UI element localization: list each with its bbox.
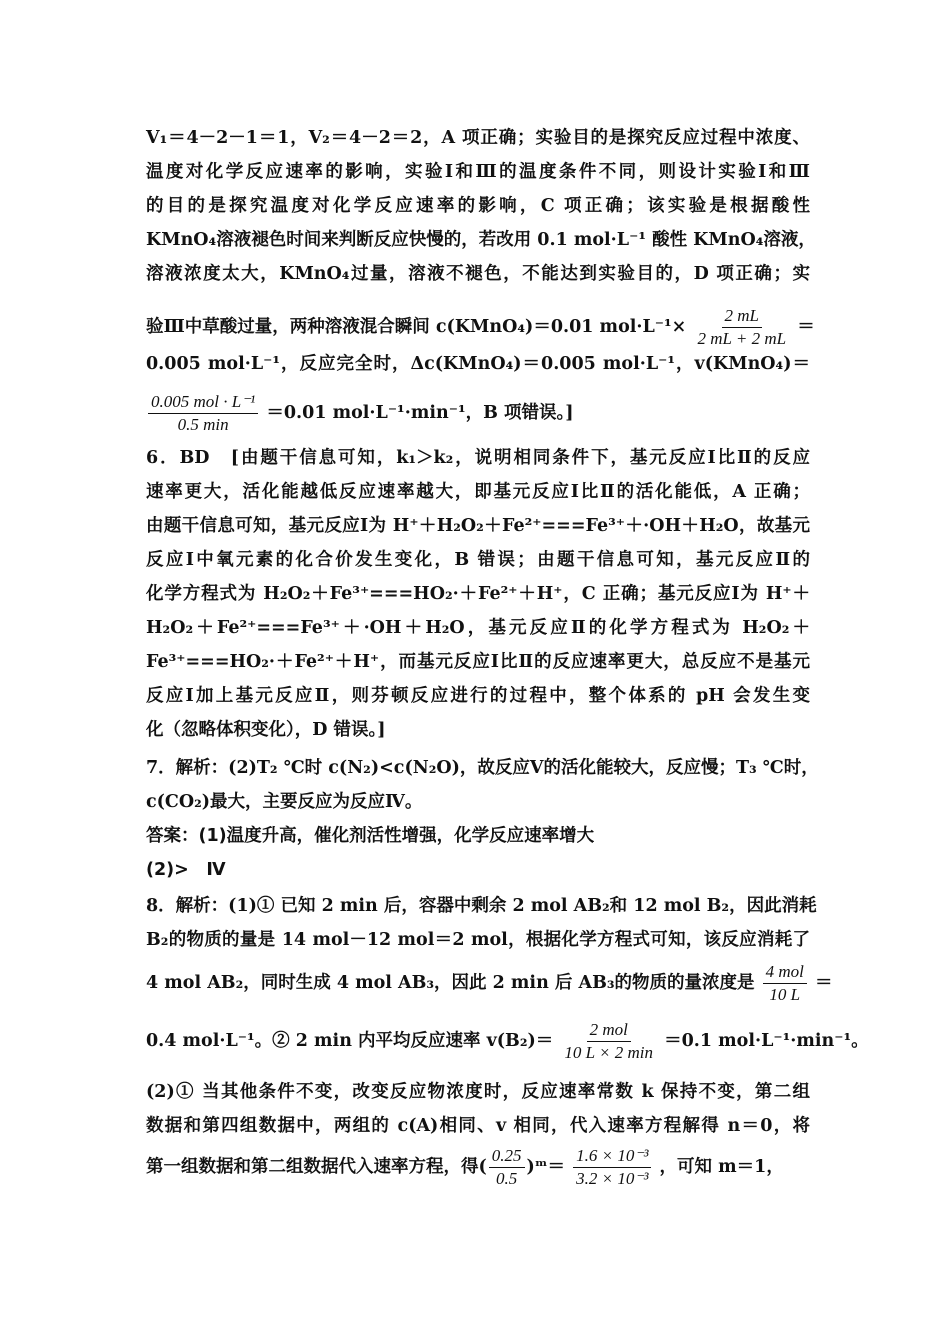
text-line: 8．解析：(1)① 已知 2 min 后，容器中剩余 2 mol AB₂和 12 mol B₂，因此消耗: [146, 896, 817, 916]
text-segment: 验Ⅲ中草酸过量，两种溶液混合瞬间 c(KMnO₄)＝0.01 mol·L⁻¹×: [146, 317, 687, 337]
fraction-denominator: 10 L: [769, 985, 801, 1004]
fraction-numerator: 2 mL: [722, 306, 762, 328]
text-line: (2)① 当其他条件不变，改变反应物浓度时，反应速率常数 k 保持不变，第二组: [146, 1082, 810, 1102]
text-line: B₂的物质的量是 14 mol－12 mol＝2 mol，根据化学方程式可知，该反应消耗了: [146, 930, 810, 950]
equation-line: [146, 962, 833, 1004]
answer-line: (2)> Ⅳ: [146, 860, 226, 880]
text-line: 溶液浓度太大，KMnO₄过量，溶液不褪色，不能达到实验目的，D 项正确；实: [146, 264, 810, 284]
equation-line: [146, 306, 815, 348]
fraction-denominator: 0.5: [496, 1169, 518, 1188]
fraction: [694, 306, 789, 349]
fraction: [573, 1146, 651, 1189]
fraction: [561, 1020, 656, 1063]
text-segment: ＝0.1 mol·L⁻¹·min⁻¹。: [664, 1031, 869, 1051]
fraction-denominator: 2 mL + 2 mL: [697, 329, 787, 348]
text-line: 反应Ⅰ中氧元素的化合价发生变化，B 错误；由题干信息可知，基元反应Ⅱ的: [146, 550, 810, 570]
fraction: [148, 392, 258, 435]
text-line: 由题干信息可知，基元反应Ⅰ为 H⁺＋H₂O₂＋Fe²⁺===Fe³⁺＋·OH＋H₂O，故基元: [146, 516, 810, 536]
text-line: 的目的是探究温度对化学反应速率的影响，C 项正确；该实验是根据酸性: [146, 196, 810, 216]
fraction-denominator: 3.2 × 10⁻³: [576, 1169, 649, 1188]
fraction-numerator: 2 mol: [587, 1020, 631, 1042]
text-line: 化（忽略体积变化），D 错误。]: [146, 720, 386, 740]
equals-sign: ＝: [797, 317, 815, 337]
text-line: Fe³⁺===HO₂·＋Fe²⁺＋H⁺，而基元反应Ⅰ比Ⅱ的反应速率更大，总反应不是基元: [146, 652, 810, 672]
equation-line: [146, 392, 810, 432]
text-line: H₂O₂＋Fe²⁺===Fe³⁺＋·OH＋H₂O，基元反应Ⅱ的化学方程式为 H₂O₂＋: [146, 618, 810, 638]
fraction: [489, 1146, 525, 1189]
fraction-denominator: 10 L × 2 min: [564, 1043, 654, 1062]
answer-line: 答案：(1)温度升高，催化剂活性增强，化学反应速率增大: [146, 826, 595, 846]
text-line: KMnO₄溶液褪色时间来判断反应快慢的，若改用 0.1 mol·L⁻¹ 酸性 KMnO₄溶液，: [146, 230, 816, 250]
text-segment: ᵐ＝: [534, 1157, 566, 1177]
text-line: 0.005 mol·L⁻¹，反应完全时，Δc(KMnO₄)＝0.005 mol·L⁻¹，v(KMnO₄)＝: [146, 354, 810, 374]
text-line: 反应Ⅰ加上基元反应Ⅱ，则芬顿反应进行的过程中，整个体系的 pH 会发生变: [146, 686, 810, 706]
fraction-numerator: 0.005 mol · L⁻¹: [148, 392, 258, 414]
fraction-numerator: 1.6 × 10⁻³: [573, 1146, 651, 1168]
fraction-numerator: 4 mol: [763, 962, 807, 984]
fraction-denominator: 0.5 min: [177, 415, 229, 434]
text-segment: 4 mol AB₂，同时生成 4 mol AB₃，因此 2 min 后 AB₃的物质的量浓度是: [146, 973, 755, 993]
text-line: 7．解析：(2)T₂ ℃时 c(N₂)<c(N₂O)，故反应Ⅴ的活化能较大，反应慢；T₃ ℃时，: [146, 758, 819, 778]
text-line: c(CO₂)最大，主要反应为反应Ⅳ。: [146, 792, 423, 812]
equation-line: [146, 1020, 869, 1062]
text-segment: ＝0.01 mol·L⁻¹·min⁻¹，B 项错误。]: [266, 403, 574, 423]
equals-sign: ＝: [814, 973, 833, 993]
text-line: 温度对化学反应速率的影响，实验Ⅰ和Ⅲ的温度条件不同，则设计实验Ⅰ和Ⅲ: [146, 162, 810, 182]
text-line: V₁＝4－2－1＝1，V₂＝4－2＝2，A 项正确；实验目的是探究反应过程中浓度、: [146, 128, 810, 148]
fraction: [763, 962, 807, 1005]
text-segment: ，可知 m＝1，: [659, 1157, 784, 1177]
fraction-numerator: 0.25: [489, 1146, 525, 1168]
close-paren: ): [526, 1157, 535, 1177]
open-paren: (: [478, 1157, 487, 1177]
equation-line: [146, 1146, 810, 1194]
text-line: 数据和第四组数据中，两组的 c(A)相同、v 相同，代入速率方程解得 n＝0，将: [146, 1116, 810, 1136]
text-line: 化学方程式为 H₂O₂＋Fe³⁺===HO₂·＋Fe²⁺＋H⁺，C 正确；基元反应Ⅰ为 H⁺＋: [146, 584, 810, 604]
text-line: 6．BD [由题干信息可知，k₁＞k₂，说明相同条件下，基元反应Ⅰ比Ⅱ的反应: [146, 448, 810, 468]
text-line: 速率更大，活化能越低反应速率越大，即基元反应Ⅰ比Ⅱ的活化能低，A 正确；: [146, 482, 810, 502]
text-segment: 第一组数据和第二组数据代入速率方程，得: [146, 1157, 479, 1177]
text-segment: 0.4 mol·L⁻¹。② 2 min 内平均反应速率 v(B₂)＝: [146, 1031, 554, 1051]
